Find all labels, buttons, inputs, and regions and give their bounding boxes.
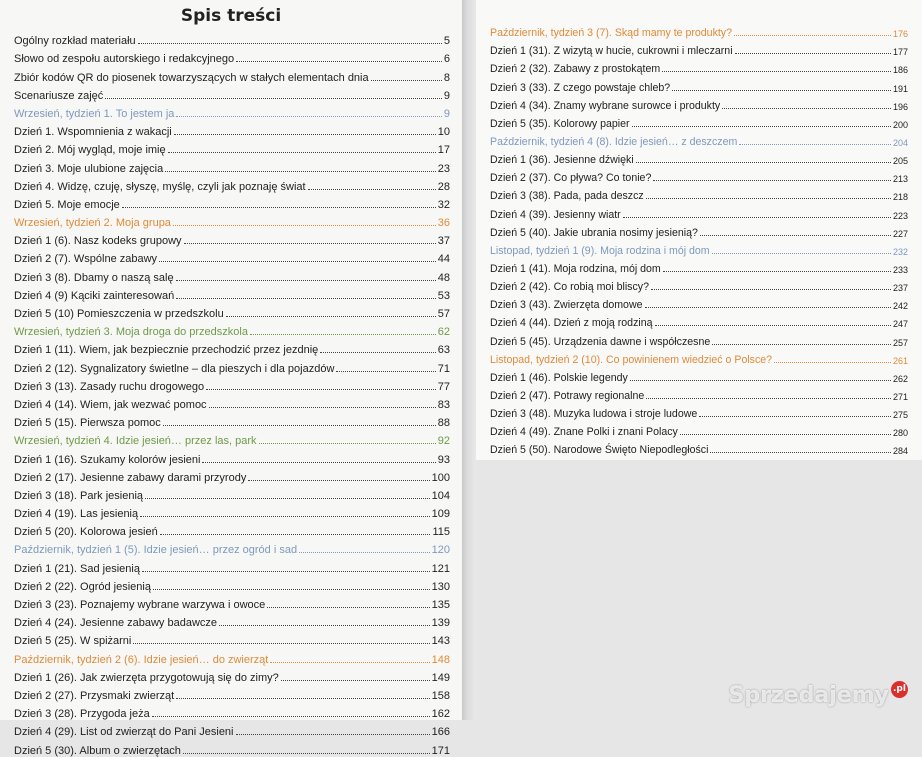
toc-entry xyxy=(14,556,450,574)
toc-leader-dots xyxy=(259,443,436,444)
toc-leader-dots xyxy=(739,144,891,145)
toc-entry-label: Dzień 3 (18). Park jesienią xyxy=(14,489,144,502)
toc-page-number: 5 xyxy=(443,35,450,48)
toc-entry xyxy=(14,447,450,465)
toc-entry-label: Dzień 4 (44). Dzień z moją rodziną xyxy=(490,317,653,330)
toc-week-heading xyxy=(14,211,450,229)
toc-leader-dots xyxy=(176,116,441,117)
toc-leader-dots xyxy=(653,180,891,181)
toc-entry xyxy=(490,57,908,75)
toc-entry xyxy=(14,575,450,593)
toc-list-right xyxy=(490,21,908,456)
toc-entry-label: Październik, tydzień 4 (8). Idzie jesień… z deszczem xyxy=(490,135,738,148)
toc-entry-label: Dzień 3 (23). Poznajemy wybrane warzywa i owoce xyxy=(14,599,266,611)
toc-entry-label: Dzień 1 (26). Jak zwierzęta przygotowują się do zimy? xyxy=(14,671,279,684)
toc-entry xyxy=(490,257,908,275)
toc-entry xyxy=(490,148,908,166)
toc-entry-label: Dzień 5 (45). Urządzenia dawne i współczesne xyxy=(490,335,711,348)
toc-entry-label: Październik, tydzień 1 (5). Idzie jesień… przez ogród i sad xyxy=(14,544,298,557)
toc-page-number: 10 xyxy=(437,126,450,139)
toc-page-number: 23 xyxy=(437,162,450,175)
toc-page-number: 115 xyxy=(432,526,450,539)
toc-page-number: 62 xyxy=(437,326,450,339)
toc-page-number: 92 xyxy=(437,435,450,448)
toc-page-number: 171 xyxy=(431,744,450,757)
toc-entry-label: Słowo od zespołu autorskiego i redakcyjnego xyxy=(14,53,235,66)
toc-entry xyxy=(490,94,908,112)
toc-page-number: 88 xyxy=(437,417,450,430)
toc-leader-dots xyxy=(152,716,430,717)
toc-leader-dots xyxy=(336,371,435,372)
toc-entry-label: Dzień 2 (7). Wspólne zabawy xyxy=(14,253,158,266)
toc-page-number: 284 xyxy=(892,446,908,457)
toc-entry-label: Wrzesień, tydzień 1. To jestem ja xyxy=(14,107,175,120)
page-title: Spis treści xyxy=(180,6,282,26)
toc-leader-dots xyxy=(248,480,429,481)
toc-entry xyxy=(14,284,450,302)
toc-entry-label: Dzień 2 (22). Ogród jesienią xyxy=(14,580,151,593)
toc-entry xyxy=(14,520,450,538)
toc-entry-label: Dzień 5 (10) Pomieszczenia w przedszkolu xyxy=(14,308,224,320)
toc-entry xyxy=(14,720,450,738)
toc-entry-label: Dzień 5 (15). Pierwsza pomoc xyxy=(14,417,161,430)
toc-page-number: 130 xyxy=(431,580,450,593)
toc-leader-dots xyxy=(700,235,891,236)
toc-entry-label: Dzień 5 (20). Kolorowa jesień xyxy=(14,526,158,539)
toc-entry xyxy=(14,611,450,629)
toc-entry-label: Dzień 1 (36). Jesienne dźwięki xyxy=(490,154,634,167)
toc-leader-dots xyxy=(710,452,891,453)
toc-page-number: 200 xyxy=(892,119,908,130)
toc-page-number: 8 xyxy=(443,71,450,84)
toc-page-number: 28 xyxy=(437,180,450,193)
toc-page-number: 223 xyxy=(892,210,908,221)
toc-page-number: 93 xyxy=(437,453,450,466)
toc-entry-label: Dzień 5 (25). W spiżarni xyxy=(14,635,132,648)
toc-entry xyxy=(14,193,450,211)
toc-entry-label: Październik, tydzień 2 (6). Idzie jesień… do zwierząt xyxy=(14,653,269,666)
toc-page-number: 191 xyxy=(892,83,908,94)
toc-leader-dots xyxy=(281,680,430,681)
toc-leader-dots xyxy=(145,498,430,499)
toc-entry xyxy=(490,366,908,384)
toc-page-number: 17 xyxy=(437,144,450,157)
toc-page-number: 275 xyxy=(892,410,908,421)
toc-page-number: 177 xyxy=(892,47,908,58)
toc-page-number: 247 xyxy=(892,319,908,330)
toc-entry-label: Październik, tydzień 3 (7). Skąd mamy te produkty? xyxy=(490,27,732,40)
toc-leader-dots xyxy=(226,316,436,317)
watermark-logo xyxy=(729,683,909,708)
toc-page-number: 36 xyxy=(437,217,450,230)
toc-leader-dots xyxy=(672,90,891,91)
toc-page-number: 158 xyxy=(431,689,450,702)
toc-entry-label: Dzień 5 (30). Album o zwierzętach xyxy=(14,744,181,757)
toc-leader-dots xyxy=(176,698,429,699)
toc-entry-label: Dzień 1 (21). Sad jesienią xyxy=(14,562,140,575)
toc-entry xyxy=(490,311,908,329)
toc-leader-dots xyxy=(299,552,430,553)
toc-page-number: 53 xyxy=(437,289,450,302)
toc-leader-dots xyxy=(236,61,442,62)
toc-entry-label: Listopad, tydzień 2 (10). Co powinienem wiedzieć o Polsce? xyxy=(490,353,773,366)
toc-entry xyxy=(14,175,450,193)
toc-entry-label: Dzień 5 (50). Narodowe Święto Niepodległości xyxy=(490,444,709,457)
toc-page-number: 37 xyxy=(437,235,450,248)
toc-entry-label: Dzień 4 (19). Las jesienią xyxy=(14,508,139,521)
toc-entry xyxy=(490,402,908,420)
toc-page-number: 213 xyxy=(892,174,908,185)
toc-page-number: 257 xyxy=(892,337,908,348)
page-gutter-shadow xyxy=(462,0,476,720)
toc-entry-label: Dzień 1. Wspomnienia z wakacji xyxy=(14,126,172,139)
toc-page-number: 280 xyxy=(892,428,908,439)
toc-page-number: 148 xyxy=(431,653,450,666)
right-page xyxy=(476,0,922,460)
toc-leader-dots xyxy=(632,126,891,127)
toc-leader-dots xyxy=(105,98,442,99)
toc-entry xyxy=(14,702,450,720)
toc-leader-dots xyxy=(138,43,442,44)
toc-leader-dots xyxy=(270,662,429,663)
toc-leader-dots xyxy=(173,225,436,226)
toc-leader-dots xyxy=(371,80,442,81)
toc-entry-label: Dzień 2 (17). Jesienne zabawy darami przyrody xyxy=(14,471,247,484)
toc-page-number: 57 xyxy=(437,308,450,320)
toc-leader-dots xyxy=(202,462,435,463)
toc-leader-dots xyxy=(236,734,430,735)
toc-leader-dots xyxy=(133,643,429,644)
toc-entry xyxy=(490,275,908,293)
toc-entry-label: Scenariusze zajęć xyxy=(14,89,104,102)
toc-leader-dots xyxy=(183,753,430,754)
toc-leader-dots xyxy=(219,625,430,626)
toc-leader-dots xyxy=(122,207,436,208)
toc-page-number: 232 xyxy=(892,246,908,257)
toc-entry-label: Dzień 3 (48). Muzyka ludowa i stroje ludowe xyxy=(490,408,698,421)
toc-leader-dots xyxy=(699,416,891,417)
toc-page-number: 218 xyxy=(892,192,908,203)
toc-leader-dots xyxy=(680,434,891,435)
toc-page-number: 162 xyxy=(431,708,450,721)
toc-entry xyxy=(14,302,450,320)
toc-entry xyxy=(14,684,450,702)
toc-entry xyxy=(14,393,450,411)
toc-entry-label: Dzień 2 (32). Zabawy z prostokątem xyxy=(490,63,661,76)
toc-entry-label: Dzień 4 (14). Wiem, jak wezwać pomoc xyxy=(14,398,207,411)
toc-entry-label: Dzień 1 (6). Nasz kodeks grupowy xyxy=(14,235,182,248)
toc-page-number: 176 xyxy=(892,29,908,40)
toc-entry xyxy=(14,156,450,174)
toc-entry-label: Dzień 4 (49). Znane Polki i znani Polacy xyxy=(490,426,678,439)
toc-entry xyxy=(14,356,450,374)
toc-entry xyxy=(14,411,450,429)
toc-page-number: 48 xyxy=(437,271,450,284)
toc-entry-label: Dzień 2 (12). Sygnalizatory świetlne – dla pieszych i dla pojazdów xyxy=(14,362,335,375)
toc-week-heading xyxy=(490,348,908,366)
toc-entry xyxy=(14,65,450,83)
toc-leader-dots xyxy=(646,198,891,199)
toc-leader-dots xyxy=(630,380,891,381)
toc-entry-label: Dzień 2 (27). Przysmaki zwierząt xyxy=(14,689,175,702)
toc-entry-label: Dzień 3 (33). Z czego powstaje chleb? xyxy=(490,81,671,94)
toc-entry xyxy=(490,293,908,311)
toc-leader-dots xyxy=(645,307,891,308)
toc-page-number: 121 xyxy=(431,562,450,575)
toc-entry xyxy=(14,666,450,684)
toc-entry-label: Dzień 1 (41). Moja rodzina, mój dom xyxy=(490,262,661,275)
toc-leader-dots xyxy=(651,289,891,290)
toc-page-number: 9 xyxy=(443,107,450,120)
toc-leader-dots xyxy=(163,425,436,426)
toc-entry-label: Zbiór kodów QR do piosenek towarzyszących w stałych elementach dnia xyxy=(14,71,369,84)
toc-week-heading xyxy=(490,239,908,257)
toc-entry-label: Dzień 5 (35). Kolorowy papier xyxy=(490,117,630,130)
toc-leader-dots xyxy=(267,607,429,608)
toc-entry xyxy=(14,502,450,520)
toc-leader-dots xyxy=(712,253,891,254)
toc-page-number: 143 xyxy=(431,635,450,648)
toc-entry xyxy=(14,29,450,47)
toc-leader-dots xyxy=(250,334,436,335)
toc-leader-dots xyxy=(722,108,891,109)
toc-leader-dots xyxy=(142,571,430,572)
toc-entry-label: Dzień 4. Widzę, czuję, słyszę, myślę, czyli jak poznaję świat xyxy=(14,180,306,193)
toc-entry-label: Dzień 3 (28). Przygoda jeża xyxy=(14,708,150,721)
toc-list-left xyxy=(14,29,450,757)
toc-page-number: 271 xyxy=(892,391,908,402)
toc-page-number: 6 xyxy=(443,53,450,66)
toc-page-number: 261 xyxy=(892,355,908,366)
toc-entry-label: Dzień 2 (37). Co pływa? Co tonie? xyxy=(490,172,652,185)
toc-entry-label: Wrzesień, tydzień 2. Moja grupa xyxy=(14,217,171,230)
toc-entry-label: Wrzesień, tydzień 3. Moja droga do przedszkola xyxy=(14,326,248,339)
toc-page-number: 44 xyxy=(437,253,450,266)
toc-page-number: 135 xyxy=(431,599,450,611)
toc-entry-label: Dzień 3 (13). Zasady ruchu drogowego xyxy=(14,380,205,393)
toc-leader-dots xyxy=(209,407,436,408)
toc-entry-label: Dzień 3. Moje ulubione zajęcia xyxy=(14,162,164,175)
toc-page-number: 63 xyxy=(437,344,450,357)
toc-leader-dots xyxy=(663,271,891,272)
toc-entry xyxy=(14,47,450,65)
toc-leader-dots xyxy=(646,398,891,399)
toc-leader-dots xyxy=(176,298,436,299)
toc-week-heading xyxy=(14,102,450,120)
toc-leader-dots xyxy=(140,516,430,517)
toc-entry xyxy=(490,221,908,239)
toc-entry xyxy=(14,265,450,283)
toc-entry xyxy=(490,384,908,402)
toc-page-number: 9 xyxy=(443,89,450,102)
toc-entry-label: Dzień 4 (29). List od zwierząt do Pani Jesieni xyxy=(14,726,234,739)
toc-page-number: 149 xyxy=(431,671,450,684)
toc-leader-dots xyxy=(636,162,891,163)
toc-entry-label: Dzień 4 (34). Znamy wybrane surowce i produkty xyxy=(490,99,721,112)
toc-page-number: 104 xyxy=(431,489,450,502)
toc-page-number: 196 xyxy=(892,101,908,112)
toc-week-heading xyxy=(14,647,450,665)
toc-entry-label: Dzień 3 (43). Zwierzęta domowe xyxy=(490,299,643,312)
toc-entry-label: Dzień 2 (47). Potrawy regionalne xyxy=(490,389,645,402)
toc-leader-dots xyxy=(160,534,431,535)
toc-entry xyxy=(14,338,450,356)
toc-page-number: 205 xyxy=(892,156,908,167)
toc-leader-dots xyxy=(159,261,436,262)
toc-entry-label: Dzień 1 (16). Szukamy kolorów jesieni xyxy=(14,453,201,466)
toc-leader-dots xyxy=(168,152,436,153)
toc-entry xyxy=(14,738,450,756)
toc-page-number: 77 xyxy=(437,380,450,393)
toc-entry xyxy=(14,138,450,156)
toc-page-number: 32 xyxy=(437,198,450,211)
toc-page-number: 233 xyxy=(892,264,908,275)
watermark-text: Sprzedajemy xyxy=(728,683,889,708)
toc-entry xyxy=(14,629,450,647)
toc-entry xyxy=(490,438,908,456)
toc-page-number: 109 xyxy=(431,508,450,521)
toc-page-number: 242 xyxy=(892,301,908,312)
toc-entry-label: Dzień 4 (9) Kąciki zainteresowań xyxy=(14,289,175,302)
toc-page-number: 166 xyxy=(431,726,450,739)
toc-leader-dots xyxy=(320,352,435,353)
toc-entry xyxy=(14,484,450,502)
toc-page-number: 120 xyxy=(431,544,450,557)
toc-leader-dots xyxy=(184,243,436,244)
toc-leader-dots xyxy=(165,171,436,172)
toc-entry-label: Dzień 4 (24). Jesienne zabawy badawcze xyxy=(14,617,218,630)
toc-entry xyxy=(490,184,908,202)
toc-page-number: 100 xyxy=(431,471,450,484)
toc-entry-label: Ogólny rozkład materiału xyxy=(14,35,136,48)
toc-entry xyxy=(14,593,450,611)
toc-page-number: 186 xyxy=(892,65,908,76)
toc-entry-label: Dzień 2 (42). Co robią moi bliscy? xyxy=(490,281,649,294)
toc-leader-dots xyxy=(623,217,891,218)
toc-leader-dots xyxy=(662,71,891,72)
toc-entry xyxy=(490,202,908,220)
toc-page-number: 71 xyxy=(437,362,450,375)
toc-page-number: 139 xyxy=(431,617,450,630)
toc-leader-dots xyxy=(174,134,436,135)
toc-entry-label: Dzień 5 (40). Jakie ubrania nosimy jesienią? xyxy=(490,226,698,239)
toc-page-number: 83 xyxy=(437,398,450,411)
toc-entry xyxy=(14,120,450,138)
toc-entry-label: Dzień 5. Moje emocje xyxy=(14,198,120,211)
toc-leader-dots xyxy=(308,189,436,190)
watermark-badge: .pl xyxy=(891,681,908,698)
toc-entry xyxy=(490,420,908,438)
toc-entry xyxy=(14,247,450,265)
toc-week-heading xyxy=(14,320,450,338)
toc-leader-dots xyxy=(655,325,891,326)
toc-entry-label: Dzień 1 (46). Polskie legendy xyxy=(490,371,628,384)
toc-entry-label: Dzień 3 (8). Dbamy o naszą salę xyxy=(14,271,174,284)
toc-week-heading xyxy=(490,130,908,148)
toc-leader-dots xyxy=(712,344,891,345)
toc-entry xyxy=(490,39,908,57)
toc-leader-dots xyxy=(206,389,436,390)
toc-entry xyxy=(490,329,908,347)
toc-entry xyxy=(14,229,450,247)
toc-leader-dots xyxy=(176,280,436,281)
toc-page-number: 237 xyxy=(892,283,908,294)
toc-entry-label: Wrzesień, tydzień 4. Idzie jesień… przez las, park xyxy=(14,435,257,448)
toc-page-number: 227 xyxy=(892,228,908,239)
toc-page-number: 262 xyxy=(892,373,908,384)
toc-entry xyxy=(14,375,450,393)
toc-leader-dots xyxy=(153,589,430,590)
toc-week-heading xyxy=(14,429,450,447)
toc-entry-label: Listopad, tydzień 1 (9). Moja rodzina i mój dom xyxy=(490,244,710,257)
toc-week-heading xyxy=(490,21,908,39)
toc-entry xyxy=(490,112,908,130)
toc-entry xyxy=(14,84,450,102)
toc-leader-dots xyxy=(734,35,891,36)
toc-page-number: 204 xyxy=(892,137,908,148)
toc-entry xyxy=(14,466,450,484)
toc-leader-dots xyxy=(774,362,891,363)
toc-entry xyxy=(490,75,908,93)
toc-entry-label: Dzień 1 (31). Z wizytą w hucie, cukrowni i mleczarni xyxy=(490,45,733,58)
toc-entry-label: Dzień 1 (11). Wiem, jak bezpiecznie przechodzić przez jezdnię xyxy=(14,344,319,357)
toc-entry-label: Dzień 4 (39). Jesienny wiatr xyxy=(490,208,621,221)
toc-week-heading xyxy=(14,538,450,556)
toc-leader-dots xyxy=(735,53,891,54)
toc-entry xyxy=(490,166,908,184)
toc-entry-label: Dzień 2. Mój wygląd, moje imię xyxy=(14,144,166,157)
toc-entry-label: Dzień 3 (38). Pada, pada deszcz xyxy=(490,190,644,203)
